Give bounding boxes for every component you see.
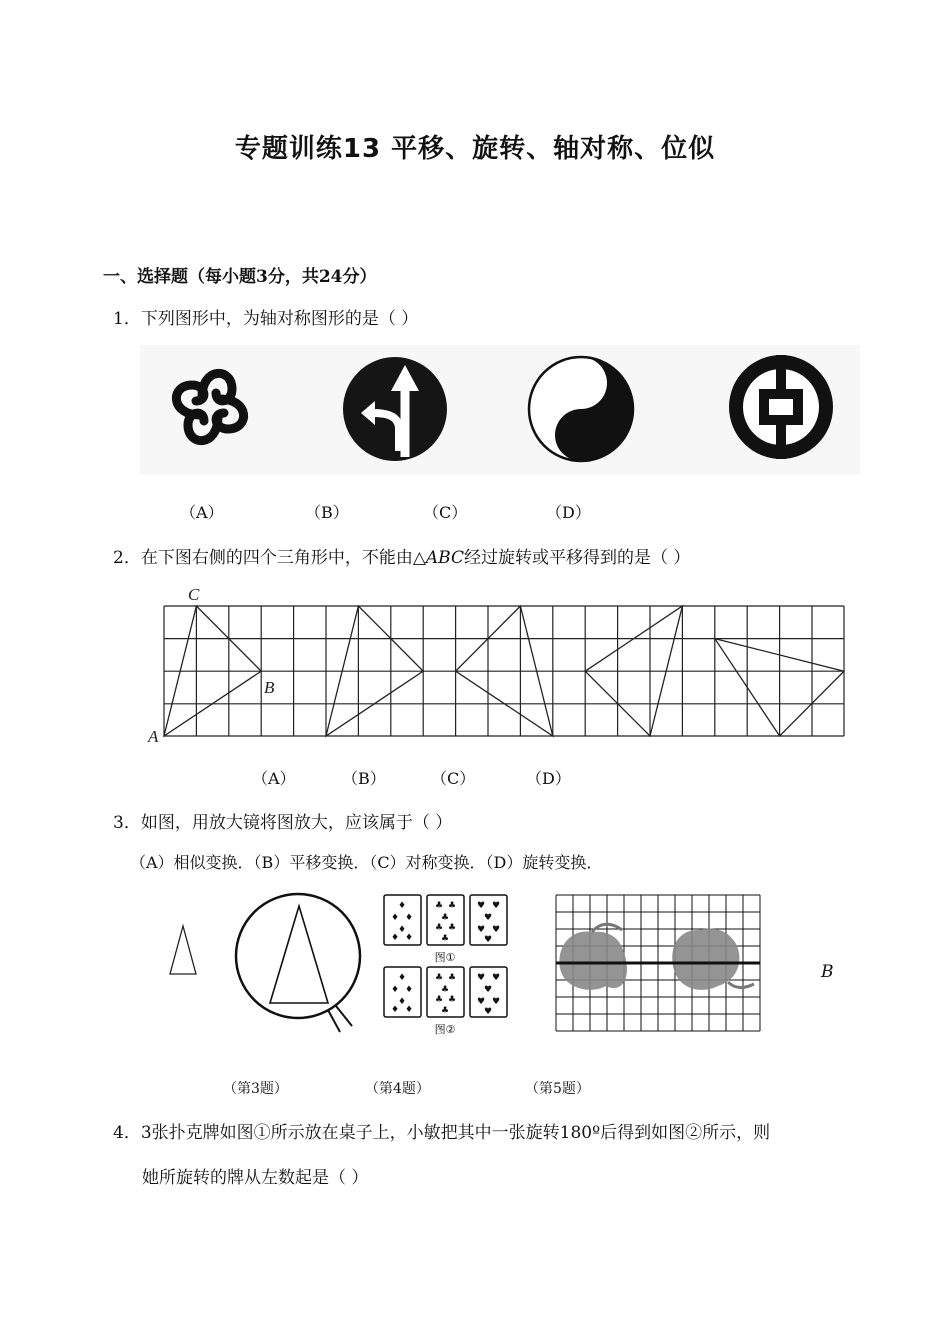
svg-text:♣: ♣	[434, 923, 444, 933]
svg-text:♣: ♣	[447, 995, 457, 1005]
svg-text:♣: ♣	[447, 973, 457, 983]
caption-q5: （第5题）	[525, 1081, 590, 1097]
svg-text:♦: ♦	[397, 901, 407, 911]
magnifier-handle-2	[336, 1006, 352, 1026]
svg-text:♥: ♥	[491, 901, 501, 911]
svg-text:♥: ♥	[491, 973, 501, 983]
apple-grid-figure	[552, 890, 767, 1035]
svg-text:♣: ♣	[440, 913, 450, 923]
svg-text:♥: ♥	[483, 913, 493, 923]
small-triangle	[170, 926, 196, 974]
enlarged-triangle	[270, 906, 328, 1003]
playing-cards-figure	[380, 890, 510, 1040]
question-2-grid-figure	[140, 580, 860, 750]
svg-text:♣: ♣	[440, 934, 450, 944]
q2-option-d: （D）	[526, 769, 571, 788]
svg-text:♦: ♦	[404, 985, 414, 995]
question-1-figures	[140, 345, 860, 475]
svg-text:♦: ♦	[404, 933, 414, 943]
label-b-figure: B	[821, 962, 834, 982]
page-title: 专题训练13 平移、旋转、轴对称、位似	[234, 134, 716, 164]
svg-text:♦: ♦	[390, 985, 400, 995]
label-a: A	[148, 727, 159, 746]
svg-text:♦: ♦	[397, 997, 407, 1007]
q2-option-a: （A）	[252, 769, 296, 788]
svg-text:♥: ♥	[476, 901, 486, 911]
q2-option-c: （C）	[431, 769, 476, 788]
svg-text:♥: ♥	[476, 925, 486, 935]
road-sign-icon	[343, 357, 447, 461]
q2-text-after: 经过旋转或平移得到的是（ ）	[463, 548, 691, 568]
svg-text:♦: ♦	[390, 913, 400, 923]
apple-right-stem	[728, 982, 754, 988]
q2-text-abc: ABC	[425, 548, 464, 568]
magnifier-lens	[236, 894, 360, 1018]
magnifier-handle-1	[328, 1010, 340, 1032]
label-c: C	[188, 585, 200, 604]
q1-option-b: （B）	[305, 503, 349, 522]
question-1-text: 1．下列图形中，为轴对称图形的是（ ）	[113, 309, 419, 329]
q1-option-a: （A）	[180, 503, 224, 522]
fig-2-label: 图②	[434, 1023, 456, 1036]
svg-text:♣: ♣	[447, 901, 457, 911]
fig-1-label: 图①	[434, 951, 456, 964]
svg-text:♥: ♥	[476, 997, 486, 1007]
q3-options: （A）相似变换．（B）平移变换．（C）对称变换．（D）旋转变换．	[130, 853, 603, 872]
svg-text:♣: ♣	[434, 973, 444, 983]
svg-text:♦: ♦	[397, 973, 407, 983]
svg-text:♦: ♦	[404, 913, 414, 923]
apple-right	[672, 929, 739, 990]
svg-text:♣: ♣	[440, 985, 450, 995]
grid-lines	[164, 606, 844, 736]
q2-option-b: （B）	[342, 769, 386, 788]
section-heading: 一、选择题（每小题3分，共24分）	[103, 267, 377, 287]
apple-left	[559, 931, 627, 989]
svg-text:♣: ♣	[440, 1006, 450, 1016]
q2-text-before: 2．在下图右侧的四个三角形中，不能由△	[113, 548, 426, 568]
svg-text:♦: ♦	[390, 933, 400, 943]
svg-text:♦: ♦	[397, 925, 407, 935]
caption-q3: （第3题）	[223, 1081, 288, 1097]
svg-text:♥: ♥	[483, 935, 493, 945]
svg-text:♥: ♥	[483, 1007, 493, 1017]
svg-text:♣: ♣	[434, 995, 444, 1005]
yin-yang-icon	[529, 357, 633, 461]
question-4-line-1: 4．3张扑克牌如图①所示放在桌子上，小敏把其中一张旋转180º后得到如图②所示，则	[113, 1123, 771, 1143]
question-2-text	[113, 543, 690, 568]
q1-option-c: （C）	[423, 503, 468, 522]
coin-emblem-icon	[729, 355, 833, 459]
q1-option-d: （D）	[546, 503, 591, 522]
question-4-line-2: 她所旋转的牌从左数起是（ ）	[142, 1168, 369, 1188]
svg-text:♦: ♦	[404, 1005, 414, 1015]
svg-text:♥: ♥	[491, 925, 501, 935]
svg-text:♣: ♣	[434, 901, 444, 911]
svg-text:♥: ♥	[476, 973, 486, 983]
svg-text:♣: ♣	[447, 923, 457, 933]
svg-text:♥: ♥	[483, 985, 493, 995]
label-b: B	[264, 678, 275, 697]
question-3-text: 3．如图，用放大镜将图放大，应该属于（ ）	[113, 813, 453, 833]
svg-text:♥: ♥	[491, 997, 501, 1007]
svg-text:♦: ♦	[390, 1005, 400, 1015]
caption-q4: （第4题）	[365, 1081, 430, 1097]
magnifier-figure	[160, 890, 370, 1040]
